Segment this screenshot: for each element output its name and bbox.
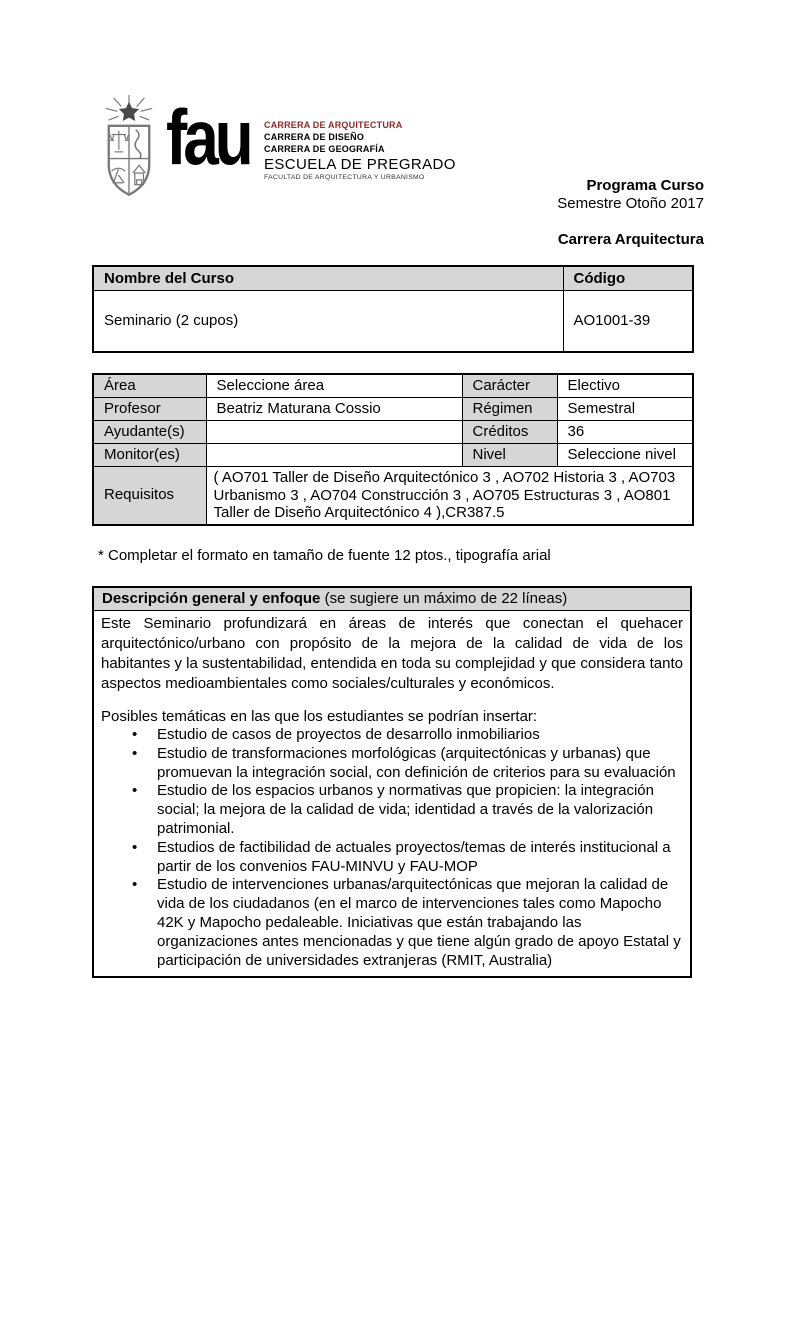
details-table [92, 373, 694, 526]
logo-text-lines [264, 119, 456, 182]
description-title-hint: (se sugiere un máximo de 22 líneas) [320, 590, 568, 607]
ayudante-label: Ayudante(s) [93, 421, 206, 444]
career-label: Carrera Arquitectura [557, 231, 704, 248]
nivel-value: Seleccione nivel [557, 444, 693, 467]
regimen-label: Régimen [462, 398, 557, 421]
list-item: • Estudio de transformaciones morfológicas (arquitectónicas y urbanas) que promuevan la integración social, con definición de criterios para su evaluación [101, 745, 683, 783]
area-label: Área [93, 374, 206, 398]
course-table-header-row [93, 266, 693, 290]
topics-list [101, 726, 683, 970]
description-section [92, 586, 692, 978]
table-row [93, 444, 693, 467]
blank-line [101, 694, 683, 707]
list-item: • Estudio de los espacios urbanos y normativas que propicien: la integración social; la mejora de la calidad de vida; identidad a través de la valorización patrimonial. [101, 782, 683, 838]
logo-line-diseno: CARRERA DE DISEÑO [264, 132, 365, 142]
monitor-label: Monitor(es) [93, 444, 206, 467]
table-row [93, 374, 693, 398]
logo-line-facultad: FACULTAD DE ARQUITECTURA Y URBANISMO [264, 174, 425, 181]
university-crest-icon [100, 94, 158, 202]
nivel-label: Nivel [462, 444, 557, 467]
requisitos-value: ( AO701 Taller de Diseño Arquitectónico 3 , AO702 Historia 3 , AO703 Urbanismo 3 , AO704 Construcción 3 , AO705 Estructuras 3 , AO801 Taller de Diseño Arquitectónico 4 ),CR387.5 [206, 467, 693, 525]
logo-line-arquitectura: CARRERA DE ARQUITECTURA [264, 120, 403, 130]
list-item: • Estudios de factibilidad de actuales proyectos/temas de interés institucional a partir de los convenios FAU-MINVU y FAU-MOP [101, 839, 683, 877]
regimen-value: Semestral [557, 398, 693, 421]
table-row [93, 421, 693, 444]
fau-wordmark: fau [166, 93, 250, 181]
list-item: • Estudio de intervenciones urbanas/arquitectónicas que mejoran la calidad de vida de los ciudadanos (en el marco de intervenciones tales como Mapocho 42K y Mapocho pedaleable. Iniciativas que están trabajando las organizaciones antes mencionadas y que tiene algún grado de apoyo Estatal y participación de universidades extranjeras (RMIT, Australia) [101, 876, 683, 970]
course-table-data-row [93, 290, 693, 352]
list-item: • Estudio de casos de proyectos de desarrollo inmobiliarios [101, 726, 683, 745]
document-header [557, 177, 704, 249]
monitor-value [206, 444, 462, 467]
description-paragraph: Este Seminario profundizará en áreas de interés que conectan el quehacer arquitectónico/urbano con propósito de la mejora de la calidad de vida de los habitantes y la sustentabilidad, entendida en toda su complejidad y que considera tanto aspectos medioambientales como sociales/culturales y económicos. [101, 615, 683, 692]
profesor-value: Beatriz Maturana Cossio [206, 398, 462, 421]
logo-line-escuela: ESCUELA DE PREGRADO [264, 156, 456, 173]
fau-logo [100, 94, 456, 202]
creditos-label: Créditos [462, 421, 557, 444]
course-code-value: AO1001-39 [563, 290, 693, 352]
caracter-value: Electivo [557, 374, 693, 398]
creditos-value: 36 [557, 421, 693, 444]
topics-intro: Posibles temáticas en las que los estudiantes se podrían insertar: [101, 708, 538, 725]
description-header [94, 588, 690, 611]
format-note: * Completar el formato en tamaño de fuente 12 ptos., tipografía arial [98, 547, 551, 564]
description-title: Descripción general y enfoque [102, 590, 321, 607]
table-row [93, 467, 693, 525]
course-name-header: Nombre del Curso [93, 266, 563, 290]
logo-line-geografia: CARRERA DE GEOGRAFÍA [264, 144, 385, 154]
area-value: Seleccione área [206, 374, 462, 398]
requisitos-label: Requisitos [93, 467, 206, 525]
ayudante-value [206, 421, 462, 444]
course-table [92, 265, 694, 353]
course-code-header: Código [563, 266, 693, 290]
profesor-label: Profesor [93, 398, 206, 421]
table-row [93, 398, 693, 421]
caracter-label: Carácter [462, 374, 557, 398]
semester-label: Semestre Otoño 2017 [557, 195, 704, 212]
course-name-value: Seminario (2 cupos) [93, 290, 563, 352]
document-title: Programa Curso [586, 177, 704, 194]
description-body [94, 611, 690, 976]
